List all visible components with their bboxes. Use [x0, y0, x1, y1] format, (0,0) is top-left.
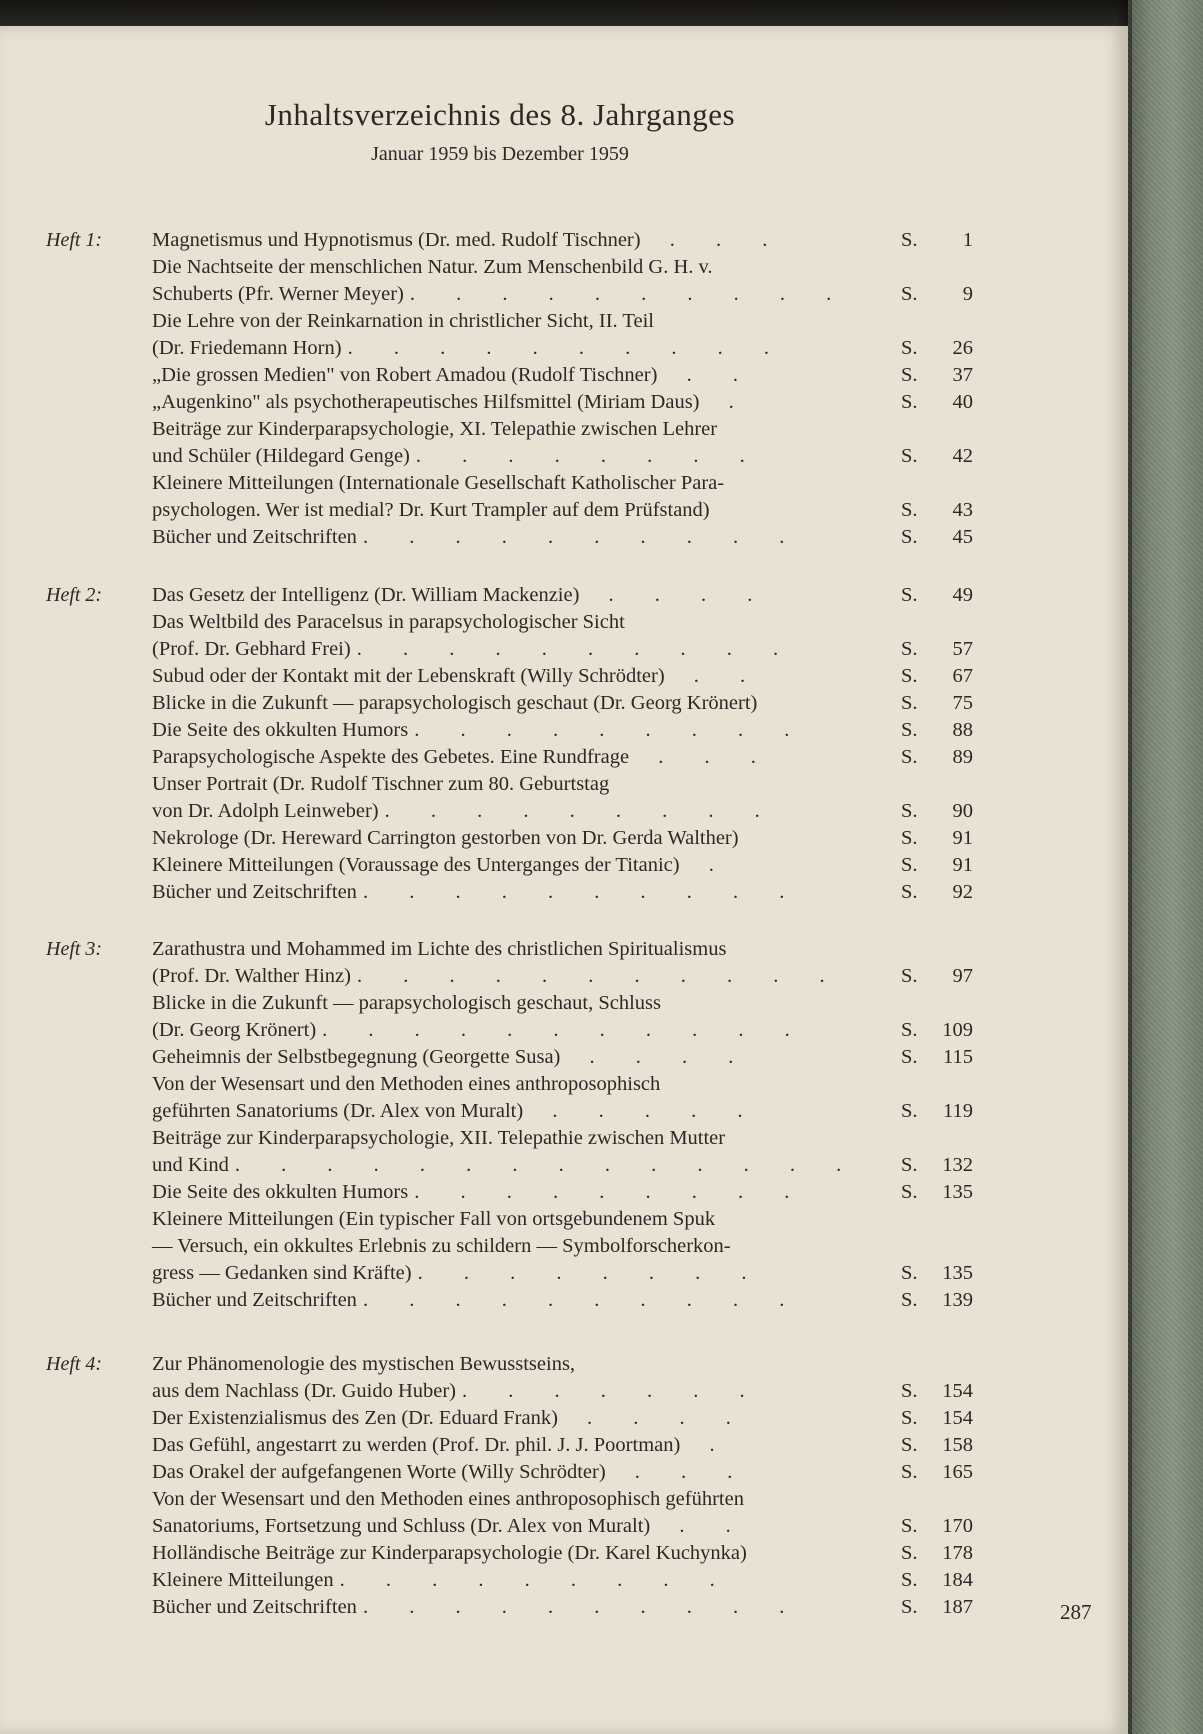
entry-text: Die Seite des okkulten Humors [152, 1181, 409, 1203]
entry-text: Blicke in die Zukunft — parapsychologisch geschaut, Schluss [152, 992, 661, 1014]
dot-leader: . . . . . . . . . . . [322, 1019, 808, 1041]
entry-text: (Prof. Dr. Gebhard Frei) [152, 638, 351, 660]
toc-entry-line [152, 798, 972, 825]
page-reference [901, 582, 973, 609]
page-prefix: S. [901, 827, 918, 849]
toc-entry-line [152, 1594, 972, 1621]
page-reference [901, 281, 973, 308]
entry-text: gress — Gedanken sind Kräfte) [152, 1262, 412, 1284]
toc-entry-line [152, 1071, 972, 1098]
page-prefix: S. [901, 391, 918, 413]
page-number-ref: 90 [952, 800, 973, 822]
page-number-ref: 49 [952, 584, 973, 606]
dot-leader: . . [670, 665, 764, 687]
page-number-ref: 97 [952, 965, 973, 987]
entry-text: und Schüler (Hildegard Genge) [152, 445, 410, 467]
toc-entry-line [152, 1233, 972, 1260]
page-number-ref: 89 [952, 746, 973, 768]
dot-leader: . . . . . . . . . [414, 719, 808, 741]
dot-leader: . . . . . . . . . . [362, 881, 803, 903]
page-prefix: S. [901, 584, 918, 606]
entry-text: von Dr. Adolph Leinweber) [152, 800, 379, 822]
entry-text: Der Existenzialismus des Zen (Dr. Eduard Frank) [152, 1407, 558, 1429]
entry-text: Kleinere Mitteilungen (Voraussage des Unterganges der Titanic) [152, 854, 680, 876]
toc-entry-line [152, 852, 972, 879]
entry-text: Schuberts (Pfr. Werner Meyer) [152, 283, 404, 305]
toc-entry-line [152, 717, 972, 744]
toc-entry-line [152, 362, 972, 389]
toc-entry-line [152, 1540, 972, 1567]
page-prefix: S. [901, 800, 918, 822]
dot-leader: . . . . . . . [462, 1380, 763, 1402]
toc-entry-line [152, 1098, 972, 1125]
issue-label: Heft 4: [46, 1353, 103, 1375]
entry-text: Geheimnis der Selbstbegegnung (Georgette Susa) [152, 1046, 561, 1068]
page-number-ref: 92 [952, 881, 973, 903]
page-prefix: S. [901, 1407, 918, 1429]
page-prefix: S. [901, 1289, 918, 1311]
page-reference [901, 362, 973, 389]
page-number-ref: 37 [952, 364, 973, 386]
entry-text: Bücher und Zeitschriften [152, 1596, 357, 1618]
page-reference [901, 1179, 973, 1206]
toc-entry-line [152, 1152, 972, 1179]
toc-entry-line [152, 389, 972, 416]
page-number-ref: 43 [952, 499, 973, 521]
toc-entry-line [152, 1044, 972, 1071]
entry-text: Kleinere Mitteilungen [152, 1569, 334, 1591]
entry-text: Bücher und Zeitschriften [152, 1289, 357, 1311]
page-number-ref: 115 [943, 1046, 973, 1068]
toc-entry-line [152, 963, 972, 990]
toc-entry-line [152, 663, 972, 690]
entry-text: Nekrologe (Dr. Hereward Carrington gestorben von Dr. Gerda Walther) [152, 827, 739, 849]
dot-leader: . . . . . . . . . . [362, 1596, 803, 1618]
book-page [0, 26, 1128, 1734]
page-reference [901, 798, 973, 825]
toc-entry-line [152, 582, 972, 609]
toc-entry-line [152, 443, 972, 470]
page-reference [901, 1287, 973, 1314]
page-prefix: S. [901, 1542, 918, 1564]
page-subtitle: Januar 1959 bis Dezember 1959 [371, 143, 629, 165]
entry-text: Von der Wesensart und den Methoden eines anthroposophisch [152, 1073, 661, 1095]
page-prefix: S. [901, 692, 918, 714]
toc-entry-line [152, 1432, 972, 1459]
page-reference [901, 1378, 973, 1405]
page-number-ref: 40 [952, 391, 973, 413]
page-reference [901, 1260, 973, 1287]
page-reference [901, 636, 973, 663]
page-prefix: S. [901, 965, 918, 987]
dot-leader: . [685, 854, 732, 876]
entry-text: Bücher und Zeitschriften [152, 526, 357, 548]
page-prefix: S. [901, 445, 918, 467]
toc-entry-line [152, 744, 972, 771]
entry-text: Die Lehre von der Reinkarnation in christlicher Sicht, II. Teil [152, 310, 654, 332]
page-number-ref: 26 [952, 337, 973, 359]
toc-entry-line [152, 1125, 972, 1152]
page-number-ref: 170 [942, 1515, 973, 1537]
toc-entry-line [152, 690, 972, 717]
entry-text: geführten Sanatoriums (Dr. Alex von Muralt) [152, 1100, 524, 1122]
page-prefix: S. [901, 1181, 918, 1203]
dot-leader: . [705, 391, 752, 413]
page-number-ref: 67 [952, 665, 973, 687]
page-prefix: S. [901, 746, 918, 768]
dot-leader: . . . . . . . . . . [362, 526, 803, 548]
book-top-edge [0, 0, 1203, 26]
entry-text: „Augenkino" als psychotherapeutisches Hilfsmittel (Miriam Daus) [152, 391, 700, 413]
dot-leader: . . . [646, 229, 786, 251]
entry-text: Holländische Beiträge zur Kinderparapsychologie (Dr. Karel Kuchynka) [152, 1542, 747, 1564]
page-number-ref: 132 [942, 1154, 973, 1176]
page-number-ref: 45 [952, 526, 973, 548]
dot-leader: . . . [611, 1461, 751, 1483]
toc-entry-line [152, 1260, 972, 1287]
page-reference [901, 825, 973, 852]
page-reference [901, 852, 973, 879]
dot-leader: . . . . . . . . . [414, 1181, 808, 1203]
page-number: 287 [1060, 1600, 1092, 1624]
entry-text: — Versuch, ein okkultes Erlebnis zu schildern — Symbolforscherkon- [152, 1235, 731, 1257]
page-reference [901, 443, 973, 470]
dot-leader: . . . . . . . . . . . [356, 965, 843, 987]
page-number-ref: 109 [942, 1019, 973, 1041]
entry-text: Bücher und Zeitschriften [152, 881, 357, 903]
page-number-ref: 158 [942, 1434, 973, 1456]
page-prefix: S. [901, 337, 918, 359]
page-number-ref: 154 [942, 1407, 973, 1429]
dot-leader: . . . . . [529, 1100, 761, 1122]
page-reference [901, 335, 973, 362]
page-reference [901, 1567, 973, 1594]
issue-label: Heft 1: [46, 229, 103, 251]
dot-leader: . . . . . . . . [417, 1262, 765, 1284]
toc-entry-line [152, 1206, 972, 1233]
issue-label: Heft 3: [46, 938, 103, 960]
page-prefix: S. [901, 526, 918, 548]
page-reference [901, 879, 973, 906]
page-prefix: S. [901, 229, 918, 251]
page-reference [901, 1432, 973, 1459]
dot-leader: . . . . [566, 1046, 752, 1068]
page-number-ref: 75 [952, 692, 973, 714]
toc-entry-line [152, 1459, 972, 1486]
toc-entry-line [152, 825, 972, 852]
page-prefix: S. [901, 1461, 918, 1483]
page-reference [901, 1594, 973, 1621]
dot-leader: . . . . . . . . . . [356, 638, 797, 660]
toc-entry-line [152, 879, 972, 906]
page-reference [901, 717, 973, 744]
dot-leader: . [686, 1434, 733, 1456]
toc-entry-line [152, 1567, 972, 1594]
dot-leader: . . . . . . . . . [384, 800, 778, 822]
entry-text: Magnetismus und Hypnotismus (Dr. med. Rudolf Tischner) [152, 229, 641, 251]
entry-text: Sanatoriums, Fortsetzung und Schluss (Dr. Alex von Muralt) [152, 1515, 651, 1537]
page-number-ref: 165 [942, 1461, 973, 1483]
entry-text: psychologen. Wer ist medial? Dr. Kurt Trampler auf dem Prüfstand) [152, 499, 710, 521]
dot-leader: . . . . . . . . . . [347, 337, 787, 359]
entry-text: Kleinere Mitteilungen (Internationale Gesellschaft Katholischer Para- [152, 472, 725, 494]
page-number-ref: 42 [952, 445, 973, 467]
page-prefix: S. [901, 1596, 918, 1618]
entry-text: (Dr. Friedemann Horn) [152, 337, 342, 359]
page-prefix: S. [901, 881, 918, 903]
toc-entry-line [152, 335, 972, 362]
page-reference [901, 227, 973, 254]
entry-text: Blicke in die Zukunft — parapsychologisch geschaut (Dr. Georg Krönert) [152, 692, 758, 714]
dot-leader: . . . . . . . . . [339, 1569, 733, 1591]
entry-text: Unser Portrait (Dr. Rudolf Tischner zum 80. Geburtstag [152, 773, 610, 795]
toc-entry-line [152, 1179, 972, 1206]
page-prefix: S. [901, 638, 918, 660]
page-reference [901, 1152, 973, 1179]
toc-entry-line [152, 936, 972, 963]
toc-entry-line [152, 1513, 972, 1540]
entry-text: Subud oder der Kontakt mit der Lebenskraft (Willy Schrödter) [152, 665, 665, 687]
page-number-ref: 184 [942, 1569, 973, 1591]
entry-text: Beiträge zur Kinderparapsychologie, XII. Telepathie zwischen Mutter [152, 1127, 726, 1149]
page-prefix: S. [901, 1434, 918, 1456]
dot-leader: . . . . . . . . . . . . . . [234, 1154, 860, 1176]
toc-entry-line [152, 308, 972, 335]
entry-text: Von der Wesensart und den Methoden eines anthroposophisch geführten [152, 1488, 744, 1510]
entry-text: Die Nachtseite der menschlichen Natur. Zum Menschenbild G. H. v. [152, 256, 713, 278]
book-binding [1128, 0, 1203, 1734]
page-number-ref: 119 [943, 1100, 973, 1122]
page-number-ref: 57 [952, 638, 973, 660]
page-number-ref: 1 [962, 229, 973, 251]
toc-entry-line [152, 1378, 972, 1405]
page-prefix: S. [901, 1100, 918, 1122]
page-reference [901, 389, 973, 416]
entry-text: aus dem Nachlass (Dr. Guido Huber) [152, 1380, 457, 1402]
toc-entry-line [152, 990, 972, 1017]
page-prefix: S. [901, 499, 918, 521]
page-reference [901, 1044, 973, 1071]
toc-entry-line [152, 771, 972, 798]
toc-entry-line [152, 227, 972, 254]
entry-text: Das Gesetz der Intelligenz (Dr. William Mackenzie) [152, 584, 580, 606]
entry-text: „Die grossen Medien" von Robert Amadou (Rudolf Tischner) [152, 364, 658, 386]
page-reference [901, 1405, 973, 1432]
page-reference [901, 663, 973, 690]
page-number-ref: 91 [952, 827, 973, 849]
page-reference [901, 1459, 973, 1486]
page-reference [901, 744, 973, 771]
dot-leader: . . . [635, 746, 774, 768]
entry-text: Das Weltbild des Paracelsus in parapsychologischer Sicht [152, 611, 625, 633]
toc-entry-line [152, 1017, 972, 1044]
page-number-ref: 139 [942, 1289, 973, 1311]
toc-entry-line [152, 636, 972, 663]
entry-text: (Prof. Dr. Walther Hinz) [152, 965, 351, 987]
entry-text: Die Seite des okkulten Humors [152, 719, 409, 741]
entry-text: Kleinere Mitteilungen (Ein typischer Fall von ortsgebundenem Spuk [152, 1208, 716, 1230]
toc-entry-line [152, 524, 972, 551]
page-reference [901, 497, 973, 524]
dot-leader: . . . . [563, 1407, 749, 1429]
page-prefix: S. [901, 1046, 918, 1068]
page-number-ref: 187 [942, 1596, 973, 1618]
page-reference [901, 1540, 973, 1567]
page-reference [901, 690, 973, 717]
page-prefix: S. [901, 1154, 918, 1176]
page-prefix: S. [901, 283, 918, 305]
toc-entry-line [152, 281, 972, 308]
dot-leader: . . . . [585, 584, 771, 606]
page-prefix: S. [901, 665, 918, 687]
page-number-ref: 135 [942, 1262, 973, 1284]
entry-text: Zur Phänomenologie des mystischen Bewusstseins, [152, 1353, 576, 1375]
page-title: Jnhaltsverzeichnis des 8. Jahrganges [264, 97, 736, 132]
toc-entry-line [152, 416, 972, 443]
dot-leader: . . [663, 364, 756, 386]
entry-text: Zarathustra und Mohammed im Lichte des christlichen Spiritualismus [152, 938, 727, 960]
toc-entry-line [152, 1287, 972, 1314]
toc-entry-line [152, 1351, 972, 1378]
dot-leader: . . . . . . . . [415, 445, 763, 467]
page-prefix: S. [901, 1380, 918, 1402]
dot-leader: . . [656, 1515, 749, 1537]
toc-entry-line [152, 497, 972, 524]
page-reference [901, 1513, 973, 1540]
page-prefix: S. [901, 719, 918, 741]
entry-text: Beiträge zur Kinderparapsychologie, XI. Telepathie zwischen Lehrer [152, 418, 718, 440]
page-number-ref: 154 [942, 1380, 973, 1402]
toc-entry-line [152, 254, 972, 281]
toc-entry-line [152, 470, 972, 497]
page-number-ref: 9 [962, 283, 973, 305]
dot-leader: . . . . . . . . . . [362, 1289, 803, 1311]
entry-text: und Kind [152, 1154, 229, 1176]
page-prefix: S. [901, 1569, 918, 1591]
dot-leader: . . . . . . . . . . [409, 283, 850, 305]
entry-text: (Dr. Georg Krönert) [152, 1019, 317, 1041]
entry-text: Das Gefühl, angestarrt zu werden (Prof. Dr. phil. J. J. Poortman) [152, 1434, 681, 1456]
page-reference [901, 524, 973, 551]
toc-entry-line [152, 1486, 972, 1513]
toc-entry-line [152, 609, 972, 636]
page-number-ref: 178 [942, 1542, 973, 1564]
issue-label: Heft 2: [46, 584, 103, 606]
page-reference [901, 1098, 973, 1125]
page-prefix: S. [901, 1515, 918, 1537]
page-reference [901, 1017, 973, 1044]
page-prefix: S. [901, 854, 918, 876]
page-prefix: S. [901, 1262, 918, 1284]
entry-text: Parapsychologische Aspekte des Gebetes. Eine Rundfrage [152, 746, 630, 768]
page-number-ref: 135 [942, 1181, 973, 1203]
entry-text: Das Orakel der aufgefangenen Worte (Willy Schrödter) [152, 1461, 606, 1483]
page-reference [901, 963, 973, 990]
page-prefix: S. [901, 364, 918, 386]
page-number-ref: 88 [952, 719, 973, 741]
page-number-ref: 91 [952, 854, 973, 876]
toc-entry-line [152, 1405, 972, 1432]
page-prefix: S. [901, 1019, 918, 1041]
